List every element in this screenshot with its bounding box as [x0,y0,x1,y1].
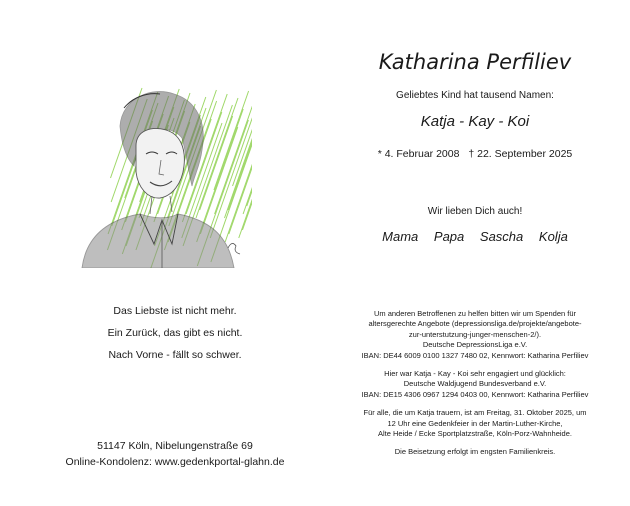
contact-block [40,438,310,470]
family-member: Mama [382,229,419,244]
donation-line: Deutsche DepressionsLiga e.V. [422,340,528,350]
ceremony-paragraph [345,408,605,439]
life-dates [345,148,605,160]
waldjugend-line: Deutsche Waldjugend Bundesverband e.V. [403,379,547,389]
birth-date: * 4. Februar 2008 [377,148,460,160]
verse-block [40,300,310,366]
waldjugend-line: IBAN: DE15 4306 0967 1294 0403 00, Kennwort: Katharina Perfiliev [361,389,589,399]
donation-line: Um anderen Betroffenen zu helfen bitten wir um Spenden für [373,309,577,318]
ceremony-line: 12 Uhr eine Gedenkfeier in der Martin-Luther-Kirche, [387,418,563,428]
burial-paragraph [345,447,605,457]
donation-line: IBAN: DE44 6009 0100 1327 7480 02, Kennwort: Katharina Perfiliev [361,350,589,360]
family-member: Sascha [479,229,524,244]
family-names [345,229,605,244]
love-line: Wir lieben Dich auch! [427,206,523,217]
deceased-name: Katharina Perfiliev [378,50,572,74]
donation-line: zur-unterstutzung-junger-menschen-2/). [408,329,542,339]
waldjugend-line: Hier war Katja - Kay - Koi sehr engagiert und glücklich: [384,369,566,379]
donation-paragraph [345,309,605,361]
death-date: † 22. September 2025 [468,148,573,160]
nicknames: Katja - Kay - Koi [420,113,530,130]
subtitle: Geliebtes Kind hat tausend Namen: [396,90,554,101]
verse-line: Ein Zurück, das gibt es nicht. [107,327,243,339]
family-member: Kolja [538,229,568,244]
portrait-sketch [62,68,252,268]
info-block [345,309,605,466]
address-line: 51147 Köln, Nibelungenstraße 69 [97,440,253,452]
waldjugend-paragraph [345,369,605,400]
ceremony-line: Für alle, die um Katja trauern, ist am Freitag, 31. Oktober 2025, um [363,408,587,418]
verse-line: Nach Vorne - fällt so schwer. [108,349,242,361]
online-condolence-line: Online-Kondolenz: www.gedenkportal-glahn.de [65,456,285,468]
donation-line: altersgerechte Angebote (depressionsliga.de/projekte/angebote- [368,319,582,329]
family-member: Papa [433,229,465,244]
verse-line: Das Liebste ist nicht mehr. [113,305,237,317]
ceremony-line: Alte Heide / Ecke Sportplatzstraße, Köln-Porz-Wahnheide. [378,429,572,439]
burial-line: Die Beisetzung erfolgt im engsten Familienkreis. [394,447,556,457]
